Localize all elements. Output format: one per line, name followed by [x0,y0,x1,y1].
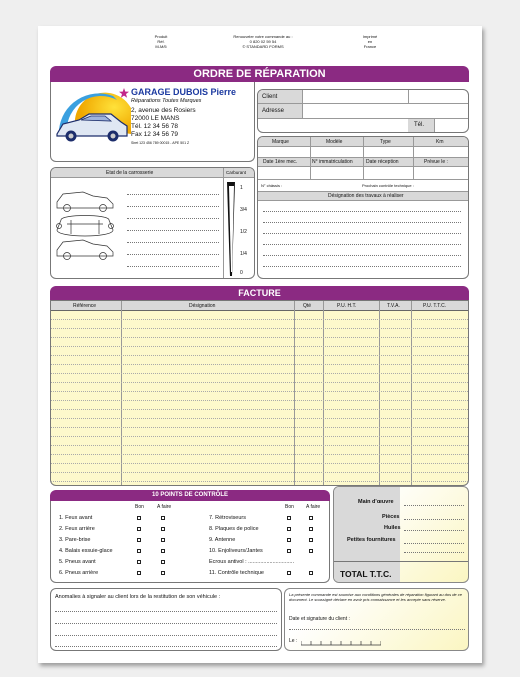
facture-row-line [51,319,468,320]
date-le-label: Le : [289,638,298,644]
controle-item-left: 2. Feux arrière [59,526,95,532]
facture-row-line [51,418,468,419]
tel-label: Tél. [414,122,425,128]
total-ttc-label: TOTAL T.T.C. [340,569,392,579]
client-label: Client [262,94,278,100]
checkbox[interactable] [161,516,165,520]
immat-header: N° immatriculation [312,159,353,165]
facture-row-line [51,328,468,329]
controle-item-left: 6. Pneus arrière [59,570,99,576]
facture-row-line [51,436,468,437]
anomalies-label: Anomalies à signaler au client lors de la restitution de son véhicule : [55,594,221,600]
facture-row-line [51,337,468,338]
fuel-level-1-2: 1/2 [240,229,247,235]
controle-item-left: 4. Balais essuie-glace [59,548,113,554]
client-box [257,89,469,133]
checkbox[interactable] [137,538,141,542]
garage-subtitle: Réparations Toutes Marques [131,98,202,104]
controle-title: 10 POINTS DE CONTRÔLE [50,490,330,501]
signature-box [284,588,469,651]
signature-label: Date et signature du client : [289,616,350,622]
marque-header: Marque [272,139,289,145]
vehicle-box [257,136,469,279]
garage-siret: Siret 123 456 789 00015 - APE 501 Z [131,141,190,145]
controle-item-right: 9. Antenne [209,537,236,543]
order-title: ORDRE DE RÉPARATION [50,66,469,82]
afaire-label-left: A faire [157,504,172,510]
checkbox[interactable] [309,516,313,520]
col-pu-ht: P.U. H.T. [337,303,357,309]
facture-row-line [51,445,468,446]
controle-item-left: 3. Pare-brise [59,537,91,543]
fuel-level-0: 0 [240,270,243,276]
controle-box [50,501,330,583]
type-header: Type [380,139,391,145]
checkbox[interactable] [137,571,141,575]
controle-item-right: 7. Rétroviseurs [209,515,246,521]
checkbox[interactable] [287,549,291,553]
checkbox[interactable] [287,571,291,575]
controle-label: Prochain contrôle technique : [362,183,414,188]
checkbox[interactable] [161,560,165,564]
col-designation: Désignation [189,303,216,309]
facture-row-line [51,400,468,401]
fuel-level-1-4: 1/4 [240,251,247,257]
anomalies-box [50,588,282,651]
car-diagram-icon [53,186,125,272]
checkbox[interactable] [287,516,291,520]
facture-row-line [51,391,468,392]
fuel-level-1: 1 [240,185,243,191]
order-form-sheet [38,26,482,663]
checkbox[interactable] [161,549,165,553]
facture-row-line [51,454,468,455]
garage-fax: Fax 12 34 56 79 [131,131,178,138]
travaux-header: Désignation des travaux à réaliser [328,193,404,199]
facture-title: FACTURE [50,286,469,300]
facture-row-line [51,373,468,374]
facture-row-line [51,355,468,356]
controle-item-right: 10. Enjoliveurs/Jantes [209,548,263,554]
col-reference: Référence [73,303,97,309]
checkbox[interactable] [287,538,291,542]
controle-item-right: Ecrous antivol : .............................. [209,559,294,565]
checkbox[interactable] [309,527,313,531]
etat-header: Etat de la carrosserie [106,170,154,176]
checkbox[interactable] [309,538,313,542]
facture-row-line [51,427,468,428]
modele-header: Modèle [326,139,343,145]
huiles-label: Huiles [384,525,401,531]
carburant-header: Carburant [226,170,247,175]
conditions-text: La présente commande est soumise aux conditions générales de réparation figurant au dos de ce document. Le soussigné déclare en avoir pris connaissance et les accepte sans réserve. [289,592,462,602]
bon-label-left: Bon [135,504,144,510]
date-mec-header: Date 1ère mec. [263,159,298,165]
star-icon [119,88,129,98]
date-boxes-icon [301,638,381,646]
facture-row-line [51,346,468,347]
checkbox[interactable] [137,527,141,531]
col-tva: T.V.A. [387,303,400,309]
controle-item-right: 8. Plaques de police [209,526,259,532]
checkbox[interactable] [137,549,141,553]
checkbox[interactable] [161,538,165,542]
main-oeuvre-label: Main d'œuvre [358,499,394,505]
checkbox[interactable] [309,549,313,553]
reorder-info: Renouveler votre commande au : 0 820 02 59 54 © STANDARD FORMS [233,34,293,49]
garage-address2: 72000 LE MANS [131,115,180,122]
totals-box [333,486,469,583]
garage-box [50,82,255,162]
facture-table [50,300,469,486]
checkbox[interactable] [287,527,291,531]
afaire-label-right: A faire [306,504,321,510]
facture-row-line [51,364,468,365]
facture-row-line [51,481,468,482]
controle-item-left: 5. Pneus avant [59,559,96,565]
petites-fournitures-label: Petites fournitures [347,537,396,543]
bodywork-box [50,167,255,279]
facture-row-line [51,472,468,473]
km-header: Km [436,139,444,145]
col-pu-ttc: P.U. T.T.C. [423,303,447,309]
address-label: Adresse [262,108,285,114]
facture-row-line [51,382,468,383]
chassis-label: N° châssis : [261,183,283,188]
checkbox[interactable] [161,527,165,531]
col-qte: Qté [303,303,312,309]
checkbox[interactable] [309,571,313,575]
garage-address1: 2, avenue des Rosiers [131,107,196,114]
print-info: Imprimé en France [362,34,378,49]
controle-item-right: 11. Contrôle technique [209,570,264,576]
pieces-label: Pièces [382,514,400,520]
checkbox[interactable] [137,560,141,564]
facture-row-line [51,409,468,410]
checkbox[interactable] [161,571,165,575]
garage-name: GARAGE DUBOIS Pierre [131,87,237,97]
product-info: Produit Réf. M-M/5 [154,34,168,49]
date-reception-header: Date réception [366,159,399,165]
facture-row-line [51,463,468,464]
garage-tel: Tél. 12 34 56 78 [131,123,178,130]
fuel-level-3-4: 3/4 [240,207,247,213]
prevue-header: Prévue le : [424,159,448,165]
checkbox[interactable] [137,516,141,520]
bon-label-right: Bon [285,504,294,510]
fuel-gauge-icon [227,182,237,276]
controle-item-left: 1. Feux avant [59,515,93,521]
